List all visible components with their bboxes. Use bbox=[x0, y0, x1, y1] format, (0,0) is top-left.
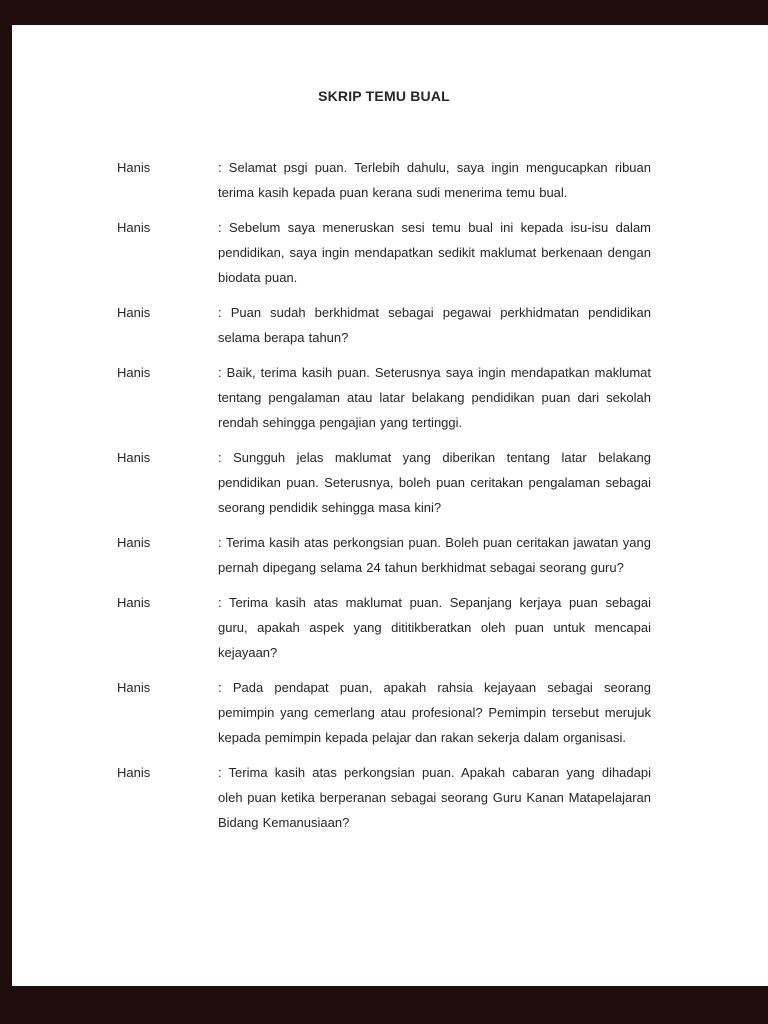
utterance-text: : Pada pendapat puan, apakah rahsia kejayaan sebagai seorang pemimpin yang cemerlang atau profesional? Pemimpin tersebut merujuk kepada pemimpin kepada pelajar dan rakan sekerja dalam organisasi. bbox=[218, 680, 651, 745]
dialogue-row bbox=[117, 360, 651, 435]
utterance-text: : Sebelum saya meneruskan sesi temu bual ini kepada isu-isu dalam pendidikan, saya ingin mendapatkan sedikit maklumat berkenaan dengan biodata puan. bbox=[218, 220, 651, 285]
dialogue-row bbox=[117, 155, 651, 205]
dialogue-row bbox=[117, 215, 651, 290]
speaker-label: Hanis bbox=[117, 535, 151, 550]
utterance-text: : Puan sudah berkhidmat sebagai pegawai perkhidmatan pendidikan selama berapa tahun? bbox=[218, 305, 651, 345]
speaker-label: Hanis bbox=[117, 765, 151, 780]
dialogue-row bbox=[117, 300, 651, 350]
utterance-text: : Terima kasih atas perkongsian puan. Apakah cabaran yang dihadapi oleh puan ketika berperanan sebagai seorang Guru Kanan Matapelajaran Bidang Kemanusiaan? bbox=[218, 765, 651, 830]
dialogue-row bbox=[117, 675, 651, 750]
speaker-label: Hanis bbox=[117, 450, 151, 465]
dialogue-list bbox=[117, 155, 651, 835]
utterance-text: : Selamat psgi puan. Terlebih dahulu, saya ingin mengucapkan ribuan terima kasih kepada puan kerana sudi menerima temu bual. bbox=[218, 160, 651, 200]
viewer-top-bar bbox=[0, 0, 768, 25]
utterance-text: : Terima kasih atas perkongsian puan. Boleh puan ceritakan jawatan yang pernah dipegang selama 24 tahun berkhidmat sebagai seorang guru? bbox=[218, 535, 651, 575]
dialogue-row bbox=[117, 530, 651, 580]
speaker-label: Hanis bbox=[117, 160, 151, 175]
page-title: SKRIP TEMU BUAL bbox=[318, 88, 450, 104]
speaker-label: Hanis bbox=[117, 220, 151, 235]
utterance-text: : Terima kasih atas maklumat puan. Sepanjang kerjaya puan sebagai guru, apakah aspek yang dititikberatkan oleh puan untuk mencapai kejayaan? bbox=[218, 595, 651, 660]
document-page[interactable] bbox=[12, 25, 768, 986]
viewer-left-bar bbox=[0, 0, 12, 986]
viewer-bottom-bar bbox=[0, 986, 768, 1024]
dialogue-row bbox=[117, 590, 651, 665]
dialogue-row bbox=[117, 445, 651, 520]
utterance-text: : Baik, terima kasih puan. Seterusnya saya ingin mendapatkan maklumat tentang pengalaman atau latar belakang pendidikan puan dari sekolah rendah sehingga pengajian yang tertinggi. bbox=[218, 365, 651, 430]
utterance-text: : Sungguh jelas maklumat yang diberikan tentang latar belakang pendidikan puan. Seterusnya, boleh puan ceritakan pengalaman sebagai seorang pendidik sehingga masa kini? bbox=[218, 450, 651, 515]
speaker-label: Hanis bbox=[117, 680, 151, 695]
speaker-label: Hanis bbox=[117, 305, 151, 320]
speaker-label: Hanis bbox=[117, 595, 151, 610]
dialogue-row bbox=[117, 760, 651, 835]
speaker-label: Hanis bbox=[117, 365, 151, 380]
